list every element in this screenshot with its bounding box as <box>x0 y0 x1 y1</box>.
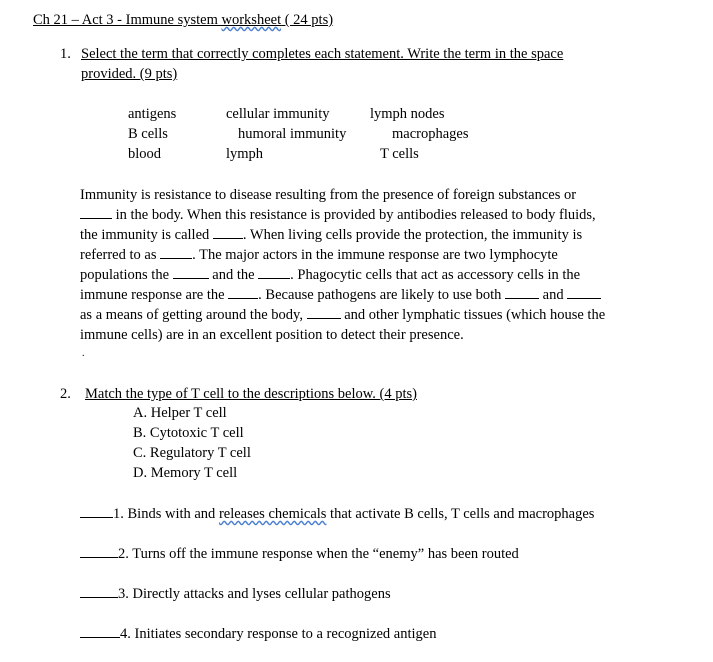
answer-blank[interactable] <box>505 286 539 299</box>
word-bank-term: lymph <box>226 146 264 162</box>
match-text: 1. Binds with and <box>113 506 219 522</box>
q2-instructions: Match the type of T cell to the descriptions below. (4 pts) <box>85 386 417 402</box>
answer-blank[interactable] <box>258 266 290 279</box>
match-text-flagged: releases chemicals <box>218 506 327 522</box>
match-blank[interactable] <box>80 505 113 518</box>
para-text: populations the <box>80 267 173 283</box>
para-text: and <box>539 287 568 303</box>
title-misspelled-word: worksheet <box>221 12 282 28</box>
para-line <box>80 245 670 265</box>
answer-blank[interactable] <box>567 286 601 299</box>
fill-in-paragraph <box>80 185 670 345</box>
answer-blank[interactable] <box>80 206 112 219</box>
para-line: immune cells) are in an excellent position to detect their presence. <box>80 327 464 343</box>
match-text: 2. Turns off the immune response when the “enemy” has been routed <box>118 546 519 562</box>
answer-blank[interactable] <box>160 246 192 259</box>
para-text: the immunity is called <box>80 227 213 243</box>
match-blank[interactable] <box>80 625 120 638</box>
para-line <box>80 285 670 305</box>
stray-dot: . <box>82 348 85 359</box>
tcell-option: A. Helper T cell <box>133 405 227 421</box>
para-text: . The major actors in the immune response are two lymphocyte <box>192 247 558 263</box>
para-text: . When living cells provide the protection, the immunity is <box>242 227 583 243</box>
tcell-option: C. Regulatory T cell <box>133 445 251 461</box>
word-bank-term: blood <box>128 146 162 162</box>
word-bank-term: B cells <box>128 126 168 142</box>
match-text: that activate B cells, T cells and macrophages <box>326 506 595 522</box>
para-line <box>80 205 670 225</box>
para-line: Immunity is resistance to disease resulting from the presence of foreign substances or <box>80 187 577 203</box>
match-item-2 <box>80 544 519 564</box>
para-text: referred to as <box>80 247 161 263</box>
match-item-1 <box>80 504 594 524</box>
word-bank-term: humoral immunity <box>238 126 347 142</box>
tcell-option: B. Cytotoxic T cell <box>133 425 244 441</box>
word-bank-term: T cells <box>380 146 419 162</box>
match-text: 4. Initiates secondary response to a recognized antigen <box>120 626 437 642</box>
para-line <box>80 225 670 245</box>
title-points: ( 24 pts) <box>281 12 334 28</box>
para-text: . Phagocytic cells that act as accessory cells in the <box>290 267 581 283</box>
para-text: and other lymphatic tissues (which house the <box>340 307 606 323</box>
match-blank[interactable] <box>80 545 118 558</box>
para-text: as a means of getting around the body, <box>80 307 307 323</box>
match-item-4 <box>80 624 436 644</box>
para-line <box>80 305 670 325</box>
q2-number: 2. <box>60 386 71 402</box>
para-text: . Because pathogens are likely to use both <box>258 287 506 303</box>
title-part: Ch 21 – Act 3 - Immune system <box>33 12 222 28</box>
word-bank-term: antigens <box>128 106 177 122</box>
q1-instructions-line1: Select the term that correctly completes each statement. Write the term in the space <box>81 46 564 62</box>
para-line <box>80 265 670 285</box>
match-blank[interactable] <box>80 585 118 598</box>
answer-blank[interactable] <box>173 266 209 279</box>
q1-number: 1. <box>60 46 71 62</box>
para-text: and the <box>208 267 259 283</box>
word-bank-term: macrophages <box>392 126 469 142</box>
q1-instructions-line2: provided. (9 pts) <box>81 66 178 82</box>
worksheet-title <box>33 11 333 29</box>
match-text: 3. Directly attacks and lyses cellular pathogens <box>118 586 391 602</box>
answer-blank[interactable] <box>228 286 258 299</box>
tcell-option: D. Memory T cell <box>133 465 238 481</box>
word-bank-term: lymph nodes <box>370 106 445 122</box>
answer-blank[interactable] <box>213 226 243 239</box>
match-item-3 <box>80 584 391 604</box>
answer-blank[interactable] <box>307 306 341 319</box>
word-bank-term: cellular immunity <box>226 106 330 122</box>
para-text: in the body. When this resistance is provided by antibodies released to body fluids, <box>112 207 596 223</box>
para-text: immune response are the <box>80 287 229 303</box>
